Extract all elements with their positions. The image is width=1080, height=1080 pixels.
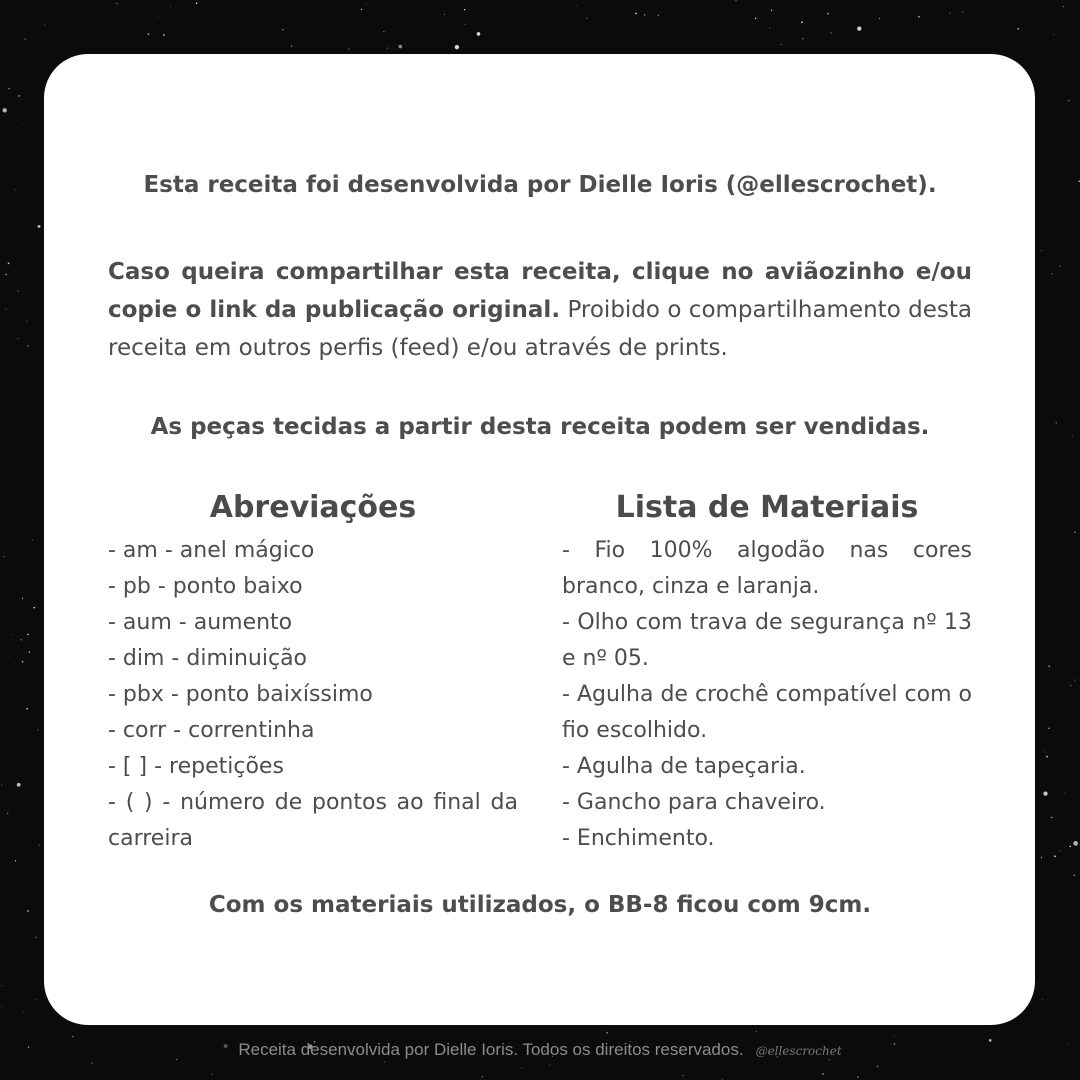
star	[1070, 846, 1071, 847]
star	[282, 29, 283, 30]
star	[26, 708, 28, 710]
star	[399, 45, 403, 49]
star	[879, 18, 880, 19]
list-item: - aum - aumento	[108, 610, 293, 635]
star	[465, 24, 466, 25]
star	[455, 45, 459, 49]
star	[918, 16, 920, 18]
intro-text: Esta receita foi desenvolvida por Dielle Ioris (@ellescrochet).	[143, 172, 937, 198]
star	[38, 225, 41, 228]
summary-text: Com os materiais utilizados, o BB-8 ficou com 9cm.	[208, 892, 872, 918]
star	[26, 321, 27, 322]
star	[361, 9, 362, 10]
star	[576, 5, 577, 6]
star	[682, 1075, 683, 1076]
star	[802, 38, 803, 39]
star	[3, 108, 7, 112]
star	[8, 657, 9, 658]
star	[501, 35, 502, 36]
star	[35, 999, 36, 1000]
star	[2, 1006, 3, 1007]
star	[92, 1063, 93, 1064]
star	[830, 32, 831, 33]
star	[291, 46, 292, 47]
star	[366, 4, 367, 5]
star	[477, 32, 481, 36]
star	[148, 33, 150, 35]
star	[1, 985, 2, 986]
star	[17, 783, 21, 787]
star	[1074, 680, 1075, 681]
star	[8, 263, 10, 265]
star	[158, 17, 159, 18]
star	[1074, 875, 1075, 876]
star	[7, 812, 9, 814]
star	[3, 556, 5, 558]
star	[33, 607, 35, 609]
list-item: - Agulha de crochê compatível com o fio escolhido.	[562, 682, 972, 743]
star	[658, 15, 659, 16]
abbreviations-list	[108, 533, 518, 857]
star	[829, 1063, 830, 1064]
materials-title: Lista de Materiais	[615, 490, 919, 525]
star	[12, 634, 13, 635]
list-item: - ( ) - número de pontos ao final da carreira	[108, 790, 518, 851]
star	[24, 38, 26, 40]
abbreviations-title: Abreviações	[209, 490, 417, 525]
star	[21, 639, 22, 640]
star	[635, 13, 637, 15]
list-item: - [ ] - repetições	[108, 754, 284, 779]
star	[27, 910, 29, 912]
star	[482, 1076, 483, 1077]
star	[827, 13, 829, 15]
list-item: - corr - correntinha	[108, 718, 315, 743]
star	[9, 88, 10, 89]
star	[521, 1068, 522, 1069]
star	[1046, 756, 1048, 758]
star	[1056, 422, 1058, 424]
footer-text: Receita desenvolvida por Dielle Ioris. Todos os direitos reservados.	[238, 1040, 744, 1059]
list-item: - dim - diminuição	[108, 646, 308, 671]
star	[5, 274, 6, 275]
star	[1060, 266, 1061, 267]
star	[444, 14, 445, 15]
star	[1070, 685, 1071, 686]
star	[1044, 752, 1045, 753]
star	[556, 1077, 557, 1078]
list-item: - Gancho para chaveiro.	[562, 790, 826, 815]
star	[29, 651, 30, 652]
star	[464, 9, 465, 10]
star	[1041, 857, 1042, 858]
list-item: - Enchimento.	[562, 826, 715, 851]
star	[116, 3, 117, 4]
star	[39, 844, 40, 845]
star	[1048, 665, 1049, 666]
star	[22, 598, 23, 599]
star	[755, 18, 756, 19]
star	[27, 387, 28, 388]
star	[1063, 6, 1064, 7]
star	[170, 6, 171, 7]
star	[15, 189, 16, 190]
star	[5, 309, 6, 310]
star	[756, 1031, 757, 1032]
star	[196, 2, 197, 3]
star	[822, 1073, 824, 1075]
star	[962, 12, 963, 13]
star	[877, 1066, 879, 1068]
star	[1043, 792, 1047, 796]
star	[801, 21, 803, 23]
star	[44, 25, 45, 26]
star	[1020, 38, 1021, 39]
star	[771, 10, 772, 11]
star	[1074, 532, 1075, 533]
star	[27, 345, 29, 347]
list-item: - pbx - ponto baixíssimo	[108, 682, 373, 707]
star	[780, 44, 782, 46]
star	[790, 0, 791, 1]
star	[17, 338, 18, 339]
star	[735, 0, 736, 1]
star	[23, 1011, 24, 1012]
star	[1064, 792, 1065, 793]
list-item: - Agulha de tapeçaria.	[562, 754, 806, 779]
star	[37, 989, 38, 990]
star	[1041, 250, 1042, 251]
star	[1053, 34, 1054, 35]
list-item: - pb - ponto baixo	[108, 574, 303, 599]
star	[37, 729, 38, 730]
star	[1073, 841, 1078, 846]
star	[384, 1062, 385, 1063]
star	[1048, 728, 1049, 729]
star	[15, 860, 16, 861]
star	[18, 95, 20, 97]
share-notice	[108, 253, 972, 367]
signature-watermark: @ellescrochet	[755, 1044, 842, 1058]
star	[211, 1074, 213, 1076]
star	[1068, 100, 1070, 102]
star	[1, 784, 3, 786]
materials-section	[562, 490, 972, 857]
star	[35, 937, 36, 938]
star	[383, 31, 384, 32]
star	[894, 1036, 895, 1037]
sales-notice: As peças tecidas a partir desta receita podem ser vendidas.	[150, 414, 930, 440]
star	[163, 34, 165, 36]
star	[35, 577, 36, 578]
star	[72, 1036, 73, 1037]
star	[18, 291, 19, 292]
star	[949, 12, 950, 13]
star	[387, 47, 389, 49]
star	[606, 1032, 608, 1034]
star	[644, 14, 646, 16]
star	[769, 27, 770, 28]
abbreviations-section	[108, 490, 518, 857]
star	[23, 123, 24, 124]
star	[586, 18, 587, 19]
star	[1051, 817, 1053, 819]
star	[549, 1064, 550, 1065]
star	[1017, 28, 1019, 30]
share-notice-regular: Proibido o compartilhamento desta receita em outros perfis (feed) e/ou através de prints.	[108, 297, 972, 361]
star	[857, 1076, 859, 1078]
list-item: - Fio 100% algodão nas cores branco, cinza e laranja.	[562, 538, 972, 599]
star	[1042, 999, 1043, 1000]
copyright-footer	[0, 1040, 1080, 1060]
star	[27, 634, 29, 636]
star	[1060, 850, 1061, 851]
share-notice-bold: Caso queira compartilhar esta receita, clique no aviãozinho e/ou copie o link da publicação original.	[108, 259, 972, 323]
star	[22, 661, 24, 663]
list-item: - am - anel mágico	[108, 538, 315, 563]
star	[1054, 855, 1056, 857]
star	[1051, 273, 1052, 274]
star	[1072, 435, 1073, 436]
star	[32, 540, 33, 541]
list-item: - Olho com trava de segurança nº 13 e nº 05.	[562, 610, 972, 671]
materials-list	[562, 533, 972, 857]
star	[348, 48, 349, 49]
star	[857, 26, 861, 30]
